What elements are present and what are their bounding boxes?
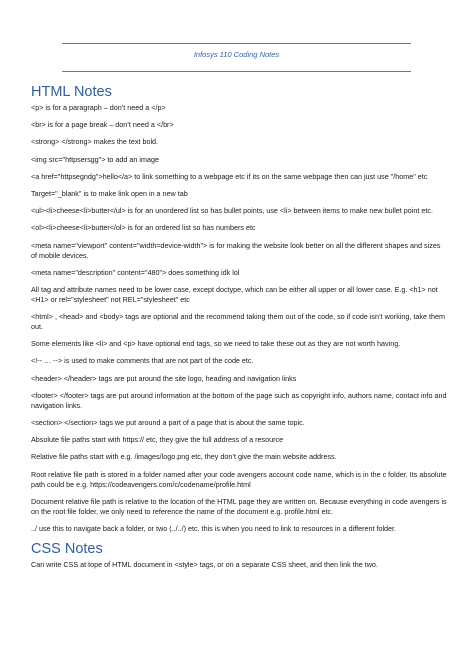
note-paragraph: Absolute file paths start with https:// etc, they give the full address of a resource: [31, 435, 284, 445]
note-paragraph: <meta name="description" content="480"> does something idk lol: [31, 267, 240, 277]
note-paragraph: <html> , <head> and <body> tags are optional and the recommend taking them out of the code, so if code isn’t working, take them out.: [31, 312, 445, 332]
note-paragraph: <meta name="viewport" content="width=device-width"> is for making the website look better on all the different shapes and sizes of mobile devices.: [31, 240, 441, 260]
note-paragraph: <section> </section> tags we put around a part of a page that is about the same topic.: [31, 418, 305, 427]
css-notes-list: [31, 560, 447, 570]
note-paragraph: <strong> </strong> makes the text bold.: [31, 137, 159, 147]
note-paragraph: <!-- … --> is used to make comments that are not part of the code etc.: [31, 356, 254, 366]
header-rule-top: [62, 43, 411, 44]
html-notes-heading: HTML Notes: [31, 84, 112, 100]
note-paragraph: <img src="httpsersgg"> to add an image: [31, 154, 159, 164]
note-paragraph: Document relative file path is relative to the location of the HTML page they are written on. Because everything in code avengers is on the root file folder, we only need to reference the name of the document e.g. profile.html etc.: [31, 496, 447, 516]
css-notes-heading: CSS Notes: [31, 541, 103, 558]
note-paragraph: <br> is for a page break – don’t need a </br>: [31, 120, 174, 130]
note-paragraph: <p> is for a paragraph – don’t need a </p>: [31, 103, 166, 112]
header-rule-bottom: [62, 71, 411, 72]
page-header-title: Infosys 110 Coding Notes: [193, 50, 280, 59]
note-paragraph: All tag and attribute names need to be lower case, except doctype, which can be either all upper or all lower case. E.g. <h1> not <H1> or rel="stylesheet" not REL="stylesheet" etc: [31, 284, 438, 304]
note-paragraph: <footer> </footer> tags are put around information at the bottom of the page such as copyright info, authors name, contact info and navigation links.: [31, 390, 447, 410]
note-paragraph: Root relative file path is stored in a folder named after your code avengers account code name, which is in the c folder. Its absolute path could be e.g. https://codeavengers.com/c/codename/profile.html: [31, 469, 447, 489]
note-paragraph: Some elements like <li> and <p> have optional end tags, so we need to take these out as they are not worth having.: [31, 339, 401, 349]
note-paragraph: Can write CSS at tope of HTML document in <style> tags, or on a separate CSS sheet, and then link the two.: [31, 560, 378, 570]
note-paragraph: Relative file paths start with e.g. /images/logo.png etc, they don’t give the main website address.: [31, 452, 337, 462]
note-paragraph: Target="_blank" is to make link open in a new tab: [31, 188, 188, 198]
note-paragraph: ../ use this to navigate back a folder, or two (../../) etc. this is when you need to link to resources in a different folder.: [31, 523, 397, 533]
note-paragraph: <ul><li>cheese<li>butter</ul> is for an unordered list so has bullet points, use <li> between items to make new bullet point etc.: [31, 206, 433, 216]
note-paragraph: <header> </header> tags are put around the site logo, heading and navigation links: [31, 373, 297, 383]
html-notes-list: [31, 103, 447, 534]
note-paragraph: <a href="httpsegndg">hello</a> to link something to a webpage etc if its on the same webpage then can just use "/home" etc: [31, 171, 428, 181]
note-paragraph: <ol><li>cheese<li>butter</ol> is for an ordered list so has numbers etc: [31, 223, 256, 233]
document-body: [31, 84, 447, 577]
